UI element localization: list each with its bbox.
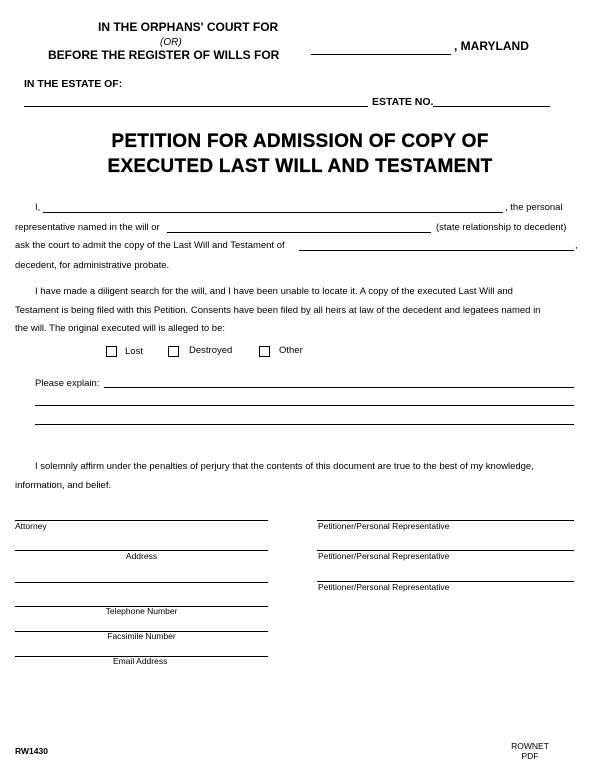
rownet-label: ROWNET	[511, 741, 549, 751]
estate-no-label: ESTATE NO.	[372, 96, 434, 108]
petitioner-label-2: Petitioner/Personal Representative	[318, 551, 450, 561]
paragraph-line-2: Testament is being filed with this Petition. Consents have been filed by all heirs at law of the decedent and legatees named in	[15, 305, 541, 316]
estate-name-field[interactable]	[24, 106, 368, 107]
destroyed-label: Destroyed	[189, 345, 233, 356]
affirm-line-2: information, and belief.	[15, 480, 112, 491]
state-label: , MARYLAND	[454, 39, 529, 53]
form-number: RW1430	[15, 746, 48, 756]
affirm-line-1: I solemnly affirm under the penalties of perjury that the contents of this document are true to the best of my knowledge,	[35, 461, 534, 472]
attorney-signature-line[interactable]	[15, 520, 268, 521]
rep-named-text: representative named in the will or	[15, 222, 160, 233]
address-line-2[interactable]	[15, 582, 268, 583]
paragraph-line-1: I have made a diligent search for the will, and I have been unable to locate it. A copy of the executed Last Will and	[35, 286, 513, 297]
county-field[interactable]	[311, 54, 451, 55]
relationship-field[interactable]	[167, 232, 431, 233]
estate-of-label: IN THE ESTATE OF:	[24, 78, 123, 90]
title-line-1: PETITION FOR ADMISSION OF COPY OF	[111, 131, 489, 152]
pdf-label: PDF	[521, 751, 539, 761]
other-label: Other	[279, 345, 303, 356]
state-relationship-text: (state relationship to decedent)	[436, 222, 567, 233]
explain-field-2[interactable]	[35, 405, 574, 406]
i-label: I,	[35, 202, 41, 213]
register-line: BEFORE THE REGISTER OF WILLS FOR	[48, 48, 280, 62]
petitioner-name-field[interactable]	[43, 212, 503, 213]
paragraph-line-3: the will. The original executed will is alleged to be:	[15, 323, 225, 334]
lost-checkbox[interactable]	[106, 346, 117, 357]
or-line: (OR)	[160, 37, 182, 48]
petitioner-label-3: Petitioner/Personal Representative	[318, 582, 450, 592]
email-label: Email Address	[113, 656, 168, 666]
decedent-name-field[interactable]	[299, 250, 574, 251]
explain-field-1[interactable]	[104, 387, 574, 388]
personal-suffix: , the personal	[505, 202, 563, 213]
facsimile-label: Facsimile Number	[107, 631, 176, 641]
court-line: IN THE ORPHANS' COURT FOR	[98, 20, 279, 34]
please-explain-label: Please explain:	[35, 378, 100, 389]
ask-court-text: ask the court to admit the copy of the Last Will and Testament of	[15, 240, 285, 251]
attorney-label: Attorney	[15, 521, 47, 531]
lost-label: Lost	[125, 346, 143, 357]
explain-field-3[interactable]	[35, 424, 574, 425]
telephone-label: Telephone Number	[105, 606, 178, 616]
address-label: Address	[125, 551, 158, 561]
other-checkbox[interactable]	[259, 346, 270, 357]
comma: ,	[575, 240, 578, 251]
title-line-2: EXECUTED LAST WILL AND TESTAMENT	[107, 156, 493, 177]
decedent-line: decedent, for administrative probate.	[15, 260, 170, 271]
petitioner-label-1: Petitioner/Personal Representative	[318, 521, 450, 531]
estate-no-field[interactable]	[433, 106, 550, 107]
destroyed-checkbox[interactable]	[168, 346, 179, 357]
